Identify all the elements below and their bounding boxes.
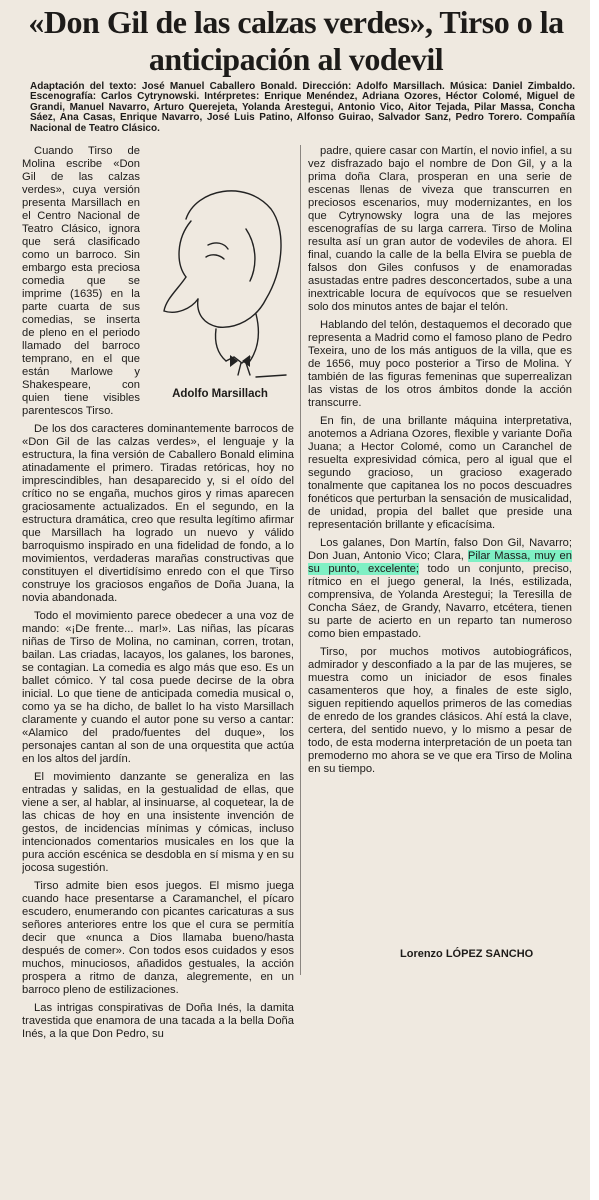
column-divider xyxy=(300,145,301,975)
paragraph: De los dos caracteres dominantemente barrocos de «Don Gil de las calzas verdes», el lenguaje y la estructura, la fina versión de Caballero Bonald elimina atinadamente el primero. Tiradas retóricas, hoy no imprescindibles, han desaparecido y, si el oído del crítico no se engaña, muchos giros y rimas aparecen graciosamente actualizados. En el segundo, en la estructura dramática, creo que resulta legítimo afirmar que Marsillach ha logrado un nuevo y válido barroquismo inspirado en una fidelidad de fondo, a lo movimientos, verdaderas marañas constructivas que constituyen el divertidísimo enredo con el que Tirso construye los graciosos engaños de Doña Juana, la novia abandonada. xyxy=(22,423,294,604)
article-column-left xyxy=(22,145,294,1197)
portrait-caption: Adolfo Marsillach xyxy=(172,388,268,400)
paragraph: padre, quiere casar con Martín, el novio infiel, a su vez disfrazado bajo el nombre de Don Gil, y a la prima doña Clara, prosperan en una serie de escenas llenas de viveza que transcurren en preciosos escenarios, muy modernizantes, en los que Cytrynowsky logra una de las mejores escenografías de su larga carrera. Tirso de Molina resulta así un gran autor de vodeviles de ahora. El final, cuando la calle de la bella Elvira se puebla de falsos don Giles confusos y de enamoradas asustadas entre padres desconcertados, sube a una inextricable locura de equívocos que se resuelven solo dos minutos antes de bajar el telón. xyxy=(308,145,572,313)
paragraph: Todo el movimiento parece obedecer a una voz de mando: «¡De frente... mar!». Las niñas, las pícaras niñas de Tirso de Molina, no caminan, corren, trotan, bailan. Las criadas, lacayos, los galanes, los barones, se contagian. La comedia es algo más que eso. Es un ballet cómico. Y tal cosa puede decirse de la obra inicial. Lo que tiene de anticipada comedia musical o, como ya se ha dicho, de ballet lo ha visto Marsillach claramente y cuando el autor pone su verso a cantar: «Alamico del prado/fuentes del duque», los personajes cantan al son de una orquestita que actúa en los altos del jardín. xyxy=(22,610,294,765)
paragraph: El movimiento danzante se generaliza en las entradas y salidas, en la gestualidad de ellas, que viene a ser, al hablar, al insinuarse, al coquetear, la de las chicas de hoy en una insistente invención de gestos, de incidencias mínimas y cómicas, incluso intencionados comentarios musicales en los que la pura acción escénica se desdobla en sí misma y en su jocosa sugestión. xyxy=(22,771,294,874)
paragraph: Cuando Tirso de Molina escribe «Don Gil de las calzas verdes», cuya versión presenta Marsillach en el Centro Nacional de Teatro Clásico, ignora que será clasificado como un barroco. Sin embargo esta preciosa comedia que se imprime (1635) en la parte cuarta de sus comedias, se inserta de pleno en el periodo llamado del barroco temprano, en el que están Marlowe y Shakespeare, con quien tiene visibles parentescos Tirso. xyxy=(22,145,140,417)
paragraph: Las intrigas conspirativas de Doña Inés, la damita travestida que enamora de una tacada a la bella Doña Inés, a la que Don Pedro, su xyxy=(22,1002,294,1040)
paragraph: Tirso, por muchos motivos autobiográficos, admirador y desconfiado a la par de las mujeres, se muestra como un iniciador de esos finales casamenteros que hoy, a finales de este siglo, siguen repitiendo aquellos primeros de las comedias de enredo de los grandes clásicos. Ahí está la clave, certera, del sentido nuevo, y lo mismo a pesar de todo, de esta moderna interpretación de un poeta tan premoderno mo ahora se ve que era Tirso de Molina en su tiempo. xyxy=(308,646,572,775)
paragraph: Hablando del telón, destaquemos el decorado que representa a Madrid como el famoso plano de Pedro Texeira, uno de los más antiguos de la villa, que es de 1656, muy poco posterior a Tirso de Molina. Y también de las figuras femeninas que superrealizan las vistas de los otros ámbitos donde la acción transcurre. xyxy=(308,319,572,409)
text-run: todo un conjunto, preciso, rítmico en el juego general, la Inés, estilizada, comprensiva, de Yolanda Arestegui; la Teresilla de Concha Sáez, de Grandy, Navarro, etcétera, tienen su parte de acierto en un reparto tan numeroso como bien empastado. xyxy=(308,563,572,640)
author-signature: Lorenzo LÓPEZ SANCHO xyxy=(400,948,534,960)
caricature-drawing xyxy=(146,149,294,389)
text-run: Los galanes, Don Martín, falso Don Gil, Navarro; Don Juan, Antonio Vico; Clara, xyxy=(308,537,572,562)
article-column-right xyxy=(308,145,572,975)
paragraph-cast xyxy=(308,537,572,641)
credits-block: Adaptación del texto: José Manuel Caballero Bonald. Dirección: Adolfo Marsillach. Música: Daniel Zimbaldo. Escenografía: Carlos Cytrynowski. Intérpretes: Enrique Menéndez, Adriana Ozores, Héctor Colomé, Miguel de Grandi, Manuel Navarro, Arturo Querejeta, Yolanda Arestegui, Antonio Vico, Aitor Tejada, Pilar Massa, Concha Sáez, Ana Casas, Enrique Navarro, José Luis Patino, Alfonso Guirao, Salvador Sanz, Pedro Torero. Compañía Nacional de Teatro Clásico. xyxy=(30,81,575,134)
paragraph: Tirso admite bien esos juegos. El mismo juega cuando hace presentarse a Caramanchel, el pícaro escudero, enumerando con picantes caricaturas a sus señores anteriores entre los que el cura se permitía decir que «nunca a Dios llamaba bueno/hasta después de comer». Con todos esos cuidados y esos muchos, minuciosos, añadidos gestuales, la acción prospera a ritmo de danza, alegremente, en un barroco pleno de estilizaciones. xyxy=(22,880,294,996)
highlighted-text: Pilar Massa, muy en su punto, excelente; xyxy=(308,550,572,575)
paragraph: En fin, de una brillante máquina interpretativa, anotemos a Adriana Ozores, flexible y variante Doña Juana; a Hector Colomé, como un Caranchel de resuelta expresividad cómica, pero al igual que el segundo gracioso, un gracioso exagerado tonalmente que capitanea los no pocos descuadres fonéticos que perturban la sensación de musicalidad, de unidad, propia del ballet que preside una representación brillante y eficacísima. xyxy=(308,415,572,531)
headline: «Don Gil de las calzas verdes», Tirso o la anticipación al vodevil xyxy=(28,4,564,77)
portrait-illustration xyxy=(146,149,294,407)
